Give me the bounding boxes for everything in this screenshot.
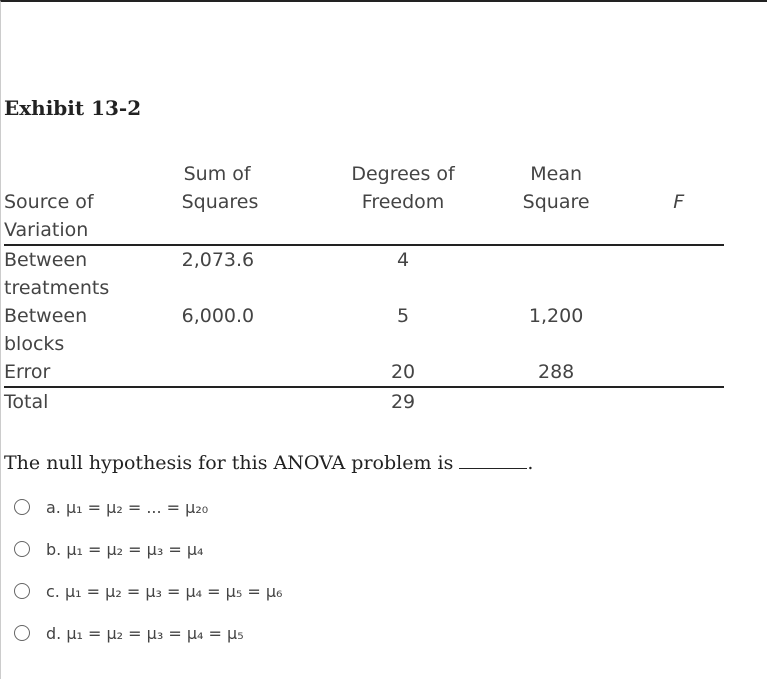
option-label: [46, 498, 208, 517]
option-text: μ₁ = μ₂ = μ₃ = μ₄: [66, 539, 204, 559]
option-prefix: a.: [46, 497, 66, 517]
table-row-between-blocks: [4, 302, 724, 358]
row-f: [633, 358, 724, 387]
row-ss: [182, 387, 328, 416]
row-source: [4, 245, 182, 302]
header-source-line-3: Variation: [4, 216, 182, 245]
option-text: μ₁ = μ₂ = ... = μ₂₀: [65, 497, 209, 517]
radio-button-icon[interactable]: [14, 625, 30, 641]
option-label: [46, 540, 203, 559]
row-source: Error: [4, 358, 182, 387]
header-ss-line-3: [182, 216, 328, 245]
answer-blank: [459, 450, 527, 469]
option-c[interactable]: [14, 570, 282, 612]
option-prefix: d.: [46, 623, 67, 643]
row-ss: [182, 358, 328, 387]
option-text: μ₁ = μ₂ = μ₃ = μ₄ = μ₅ = μ₆: [64, 581, 283, 601]
option-b[interactable]: [14, 528, 282, 570]
option-label: [46, 582, 282, 601]
header-ms-line-2: Square: [522, 191, 590, 213]
header-df-line-2: Freedom: [361, 191, 445, 213]
row-ss: 2,073.6: [181, 249, 255, 271]
row-ms: [479, 245, 634, 302]
question-suffix: .: [527, 452, 534, 474]
row-f: [633, 245, 724, 302]
question-stem: The null hypothesis for this ANOVA problem is: [4, 452, 454, 474]
header-source-line-2: Source of: [4, 191, 94, 213]
header-ms-line-1: Mean: [530, 163, 583, 185]
header-ss-line-2: Squares: [181, 191, 259, 213]
answer-options: [14, 486, 282, 654]
exhibit-title: Exhibit 13-2: [4, 96, 142, 120]
row-ss: 6,000.0: [181, 305, 255, 327]
radio-button-icon[interactable]: [14, 583, 30, 599]
table-header-line-2: [4, 188, 724, 216]
table-row-error: [4, 358, 724, 387]
table-row-total: [4, 387, 724, 416]
table-header-line-1: [4, 160, 724, 188]
option-a[interactable]: [14, 486, 282, 528]
row-source-line-1: Between: [4, 249, 88, 271]
row-f: [633, 387, 724, 416]
row-df: 29: [390, 391, 416, 413]
option-text: μ₁ = μ₂ = μ₃ = μ₄ = μ₅: [66, 623, 244, 643]
header-ms-line-3: [479, 216, 634, 245]
option-d[interactable]: [14, 612, 282, 654]
header-ss-line-1: Sum of: [183, 163, 251, 185]
row-source: Total: [4, 391, 49, 413]
row-source-line-2: blocks: [4, 333, 65, 355]
row-source: [4, 302, 182, 358]
row-df: 20: [327, 358, 479, 387]
table-row-between-treatments: [4, 245, 724, 302]
row-ms: 1,200: [528, 305, 584, 327]
table-header-line-3: [4, 216, 724, 245]
row-source-line-2: treatments: [4, 277, 110, 299]
row-ms: 288: [479, 358, 634, 387]
header-f-symbol: F: [673, 191, 685, 213]
header-df-line-1: Degrees of: [351, 163, 455, 185]
header-source-line-1: [4, 160, 182, 188]
option-label: [46, 624, 244, 643]
radio-button-icon[interactable]: [14, 499, 30, 515]
row-df: 5: [397, 305, 410, 327]
header-f-line-3: [633, 216, 724, 245]
row-source-line-1: Between: [4, 305, 88, 327]
radio-button-icon[interactable]: [14, 541, 30, 557]
header-df-line-3: [327, 216, 479, 245]
row-df: 4: [397, 249, 410, 271]
option-prefix: b.: [46, 539, 67, 559]
anova-table: [4, 160, 724, 416]
row-ms: [479, 387, 634, 416]
option-prefix: c.: [46, 581, 65, 601]
row-f: [633, 302, 724, 358]
question-text: [4, 450, 533, 474]
header-f-line-1: [633, 160, 724, 188]
